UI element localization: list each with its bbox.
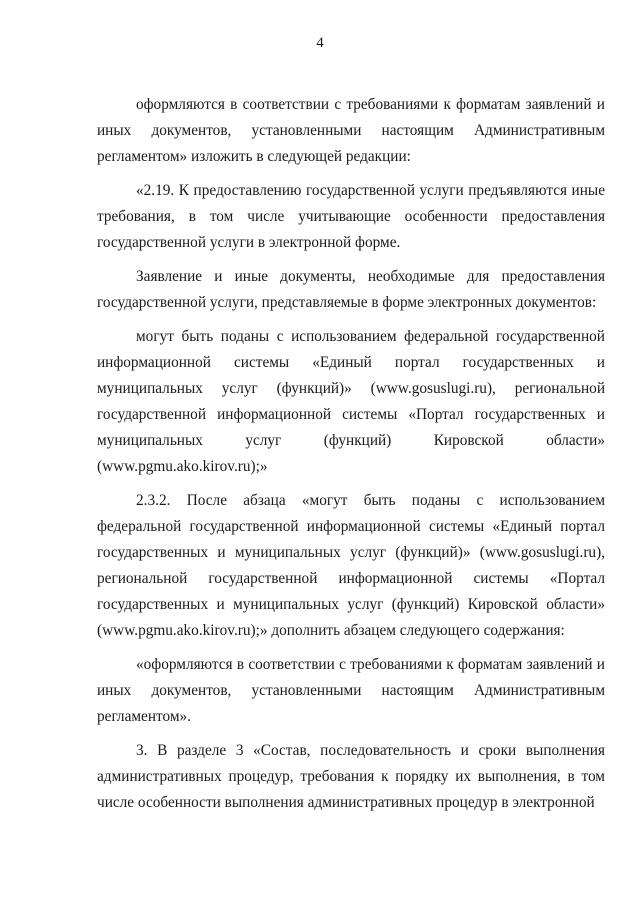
paragraph-2-19: «2.19. К предоставлению государственной услуги предъявляются иные требования, в том числе учитывающие особенности предоставления государственной услуги в электронной форме.: [97, 182, 605, 251]
paragraph-2-3-2: 2.3.2. После абзаца «могут быть поданы с использованием федеральной государственной информационной системы «Единый портал государственных и муниципальных услуг (функций)» (www.gosuslugi.ru), региональной государственной информационной системы «Портал государственных и муниципальных услуг (функций) Кировской области» (www.pgmu.ako.kirov.ru);» дополнить абзацем следующего содержания:: [97, 492, 605, 639]
page-number: 4: [316, 35, 324, 51]
paragraph-formatted-requirements: «оформляются в соответствии с требованиями к форматам заявлений и иных документов, установленными настоящим Административным регламентом».: [97, 656, 605, 725]
paragraph-continuation: оформляются в соответствии с требованиями к форматам заявлений и иных документов, установленными настоящим Административным регламентом» изложить в следующей редакции:: [97, 96, 605, 165]
paragraph-section-3: 3. В разделе 3 «Состав, последовательность и сроки выполнения административных процедур, требования к порядку их выполнения, в том числе особенности выполнения административных процедур в электронной: [97, 742, 605, 811]
paragraph-application-documents: Заявление и иные документы, необходимые для предоставления государственной услуги, представляемые в форме электронных документов:: [97, 268, 605, 311]
document-body: [97, 92, 605, 816]
paragraph-may-be-submitted: могут быть поданы с использованием федеральной государственной информационной системы «Единый портал государственных и муниципальных услуг (функций)» (www.gosuslugi.ru), региональной государственной информационной системы «Портал государственных и муниципальных услуг (функций) Кировской области» (www.pgmu.ako.kirov.ru);»: [97, 328, 605, 475]
